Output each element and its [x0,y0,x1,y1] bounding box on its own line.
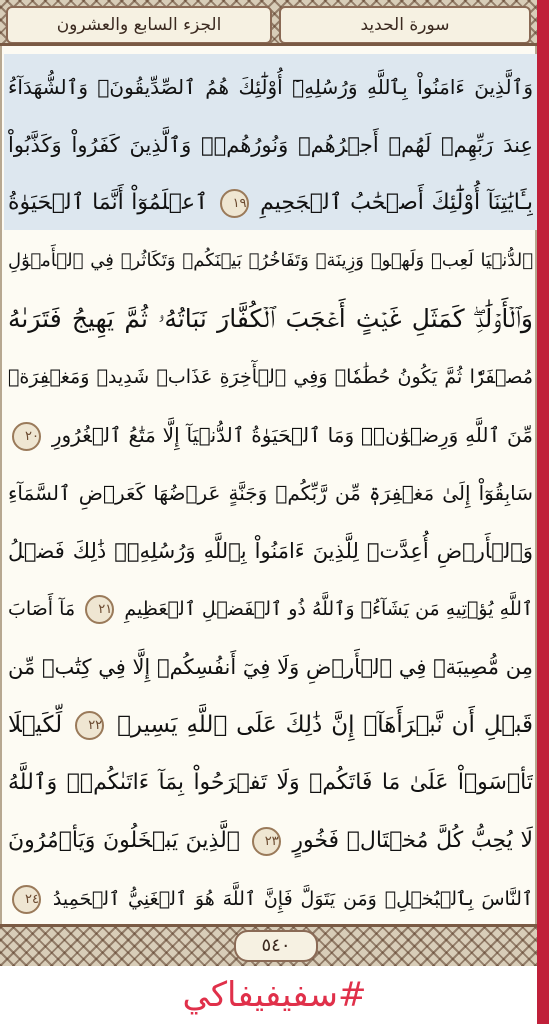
ayah-number-marker: ٢٣ [252,827,281,856]
page-number: ٥٤٠ [234,930,318,962]
verse-text: ٱللَّهِ يُؤۡتِيهِ مَن يَشَآءُۚ وَٱللَّهُ ذُو ٱلۡفَضۡلِ ٱلۡعَظِيمِ [124,598,533,620]
verse-line[interactable] [8,58,533,116]
left-frame-line [0,46,2,924]
verse-text: بِـَٔايَٰتِنَآ أُوْلَٰٓئِكَ أَصۡحَٰبُ ٱلۡجَحِيمِ [260,190,533,215]
surah-label: سورة الحديد [279,6,531,44]
juz-label: الجزء السابع والعشرون [6,6,272,44]
verse-text: لِّكَيۡلَا [8,712,63,738]
verse-text: لَا يُحِبُّ كُلَّ مُخۡتَالٖ فَخُورٍ [292,828,533,853]
verse-line[interactable] [8,464,533,522]
verse-text: عِندَ رَبِّهِمۡ لَهُمۡ أَجۡرُهُمۡ وَنُورُهُمۡۖ وَٱلَّذِينَ كَفَرُواْ وَكَذَّبُواْ [8,133,533,157]
verse-text: ٱلَّذِينَ يَبۡخَلُونَ وَيَأۡمُرُونَ [8,828,240,853]
verse-text: ٱلدُّنۡيَا لَعِبٞ وَلَهۡوٞ وَزِينَةٞ وَتَفَاخُرُۢ بَيۡنَكُمۡ وَتَكَاثُرٞ فِي ٱلۡأَمۡوَٰلِ [8,250,533,271]
hashtag-watermark: #سفيفيفاكي [0,966,549,1024]
verse-text: تَأۡسَوۡاْ عَلَىٰ مَا فَاتَكُمۡ وَلَا تَفۡرَحُواْ بِمَآ ءَاتَىٰكُمۡۗ وَٱللَّهُ [8,770,533,795]
verse-line[interactable] [8,870,533,928]
verse-text: ٱلنَّاسَ بِٱلۡبُخۡلِۗ وَمَن يَتَوَلَّ فَإِنَّ ٱللَّهَ هُوَ ٱلۡغَنِيُّ ٱلۡحَمِيدُ [52,888,533,910]
verse-text: وَٱلۡأَوۡلَٰدِۖ كَمَثَلِ غَيۡثٍ أَعۡجَبَ ٱلۡكُفَّارَ نَبَاتُهُۥ ثُمَّ يَهِيجُ فَتَرَىٰهُ [8,304,533,333]
ayah-number-marker: ٢٠ [12,422,41,451]
verse-text: وَٱلۡأَرۡضِ أُعِدَّتۡ لِلَّذِينَ ءَامَنُواْ بِٱللَّهِ وَرُسُلِهِۦۚ ذَٰلِكَ فَضۡلُ [8,539,533,563]
verse-text: مُصۡفَرّٗا ثُمَّ يَكُونُ حُطَٰمٗاۖ وَفِي ٱلۡأٓخِرَةِ عَذَابٞ شَدِيدٞ وَمَغۡفِرَةٞ [8,366,533,388]
ayah-number-marker: ٢٢ [75,711,104,740]
verse-line[interactable] [8,638,533,696]
ayah-number-marker: ٢٤ [12,885,41,914]
footer-border-line [0,924,549,927]
verse-line[interactable] [8,696,533,754]
verse-text: مِّنَ ٱللَّهِ وَرِضۡوَٰنٞۚ وَمَا ٱلۡحَيَوٰةُ ٱلدُّنۡيَآ إِلَّا مَتَٰعُ ٱلۡغُرُورِ [51,423,533,447]
verse-line[interactable] [8,522,533,580]
verse-text: ٱعۡلَمُوٓاْ أَنَّمَا ٱلۡحَيَوٰةُ [8,190,208,215]
verse-line[interactable] [8,812,533,870]
ayah-number-marker: ١٩ [220,189,249,218]
verse-text: سَابِقُوٓاْ إِلَىٰ مَغۡفِرَةٖ مِّن رَّبِّكُمۡ وَجَنَّةٍ عَرۡضُهَا كَعَرۡضِ ٱلسَّمَآءِ [8,481,533,505]
verse-text: مَآ أَصَابَ [8,598,76,620]
side-color-strip [537,0,549,1024]
verse-line[interactable] [8,290,533,348]
verse-line[interactable] [8,116,533,174]
verse-line[interactable] [8,754,533,812]
verse-text: قَبۡلِ أَن نَّبۡرَأَهَآۚ إِنَّ ذَٰلِكَ عَلَى ٱللَّهِ يَسِيرٞ [117,712,533,738]
ayah-number-marker: ٢١ [85,595,114,624]
verse-line[interactable] [8,406,533,464]
verse-text: مِن مُّصِيبَةٖ فِي ٱلۡأَرۡضِ وَلَا فِيٓ أَنفُسِكُمۡ إِلَّا فِي كِتَٰبٖ مِّن [8,655,533,679]
verse-line[interactable] [8,348,533,406]
verse-line[interactable] [8,580,533,638]
verse-line[interactable] [8,174,533,232]
header-ornament-band [0,0,549,46]
quran-text-body [8,58,533,928]
verse-text: وَٱلَّذِينَ ءَامَنُواْ بِٱللَّهِ وَرُسُلِهِۦٓ أُوْلَٰٓئِكَ هُمُ ٱلصِّدِّيقُونَۖ وَٱلشُّهَدَآءُ [8,75,533,99]
header-border-line [0,43,549,46]
verse-line[interactable] [8,232,533,290]
